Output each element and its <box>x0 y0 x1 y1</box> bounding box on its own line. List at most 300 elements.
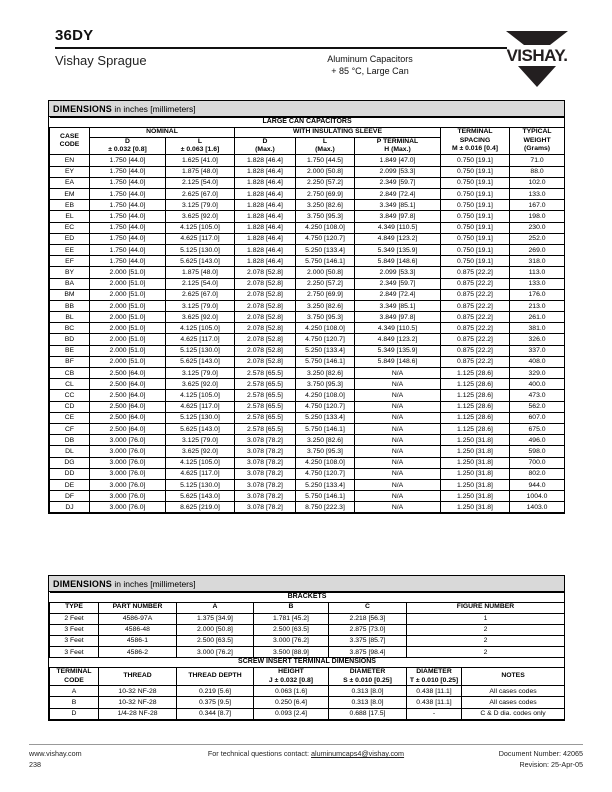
cell-sleeve-d: 2.078 [52.8] <box>235 334 296 345</box>
cell-terminal-spacing: 1.250 [31.8] <box>441 446 510 457</box>
cell-nominal-d: 1.750 [44.0] <box>90 222 166 233</box>
large-can-row <box>50 491 565 502</box>
cell-nominal-d: 2.000 [51.0] <box>90 278 166 289</box>
cell-nominal-d: 2.000 [51.0] <box>90 345 166 356</box>
cell-p-terminal: N/A <box>355 446 441 457</box>
cell-nominal-d: 2.500 [64.0] <box>90 379 166 390</box>
cell-p-terminal: 2.349 [59.7] <box>355 177 441 188</box>
cell-nominal-l: 5.625 [143.0] <box>166 423 235 434</box>
cell-sleeve-d: 1.828 [46.4] <box>235 155 296 166</box>
cell-nominal-l: 8.625 [219.0] <box>166 502 235 513</box>
cell-typical-weight: 261.0 <box>510 312 565 323</box>
brackets-row <box>50 647 565 658</box>
logo-wordmark: VISHAY. <box>506 46 568 65</box>
cell-nominal-l: 5.125 [130.0] <box>166 479 235 490</box>
cell-sleeve-d: 2.078 [52.8] <box>235 323 296 334</box>
cell-p-terminal: 2.349 [59.7] <box>355 278 441 289</box>
cell-nominal-d: 2.500 [64.0] <box>90 390 166 401</box>
cell-bracket-b: 1.781 [45.2] <box>254 613 329 624</box>
brackets-header-b: B <box>254 602 329 613</box>
cell-nominal-l: 5.625 [143.0] <box>166 256 235 267</box>
sleeve-l-line1: L <box>322 137 328 145</box>
cell-nominal-d: 1.750 [44.0] <box>90 166 166 177</box>
footer-document-number: Document Number: 42065 <box>498 749 583 758</box>
cell-terminal-spacing: 0.750 [19.1] <box>441 189 510 200</box>
cell-nominal-d: 2.000 [51.0] <box>90 312 166 323</box>
large-can-row <box>50 278 565 289</box>
cell-p-terminal: 4.849 [123.2] <box>355 233 441 244</box>
diameter-s-line2: S ± 0.010 [0.25] <box>343 676 392 684</box>
cell-case-code: CD <box>50 401 90 412</box>
cell-sleeve-l: 8.750 [222.3] <box>296 502 355 513</box>
cell-sleeve-l: 3.750 [95.3] <box>296 446 355 457</box>
cell-p-terminal: 5.849 [148.6] <box>355 256 441 267</box>
col-header-sleeve-d <box>235 137 296 155</box>
col-header-typical-weight <box>510 127 565 155</box>
sleeve-d-line2: (Max.) <box>255 145 275 153</box>
large-can-row <box>50 222 565 233</box>
screw-header-thread: THREAD <box>99 668 177 686</box>
dimensions-bar-1-units: in inches [millimeters] <box>112 103 196 114</box>
cell-nominal-l: 1.875 [48.0] <box>166 166 235 177</box>
screw-insert-table-body <box>50 686 565 720</box>
cell-typical-weight: 133.0 <box>510 278 565 289</box>
cell-sleeve-d: 2.078 [52.8] <box>235 300 296 311</box>
cell-terminal-spacing: 0.750 [19.1] <box>441 233 510 244</box>
height-line2: J ± 0.032 [0.8] <box>268 676 314 684</box>
cell-nominal-d: 3.000 [76.0] <box>90 502 166 513</box>
cell-terminal-spacing: 0.750 [19.1] <box>441 222 510 233</box>
cell-height: 0.093 [2.4] <box>254 708 329 719</box>
group-header-nominal: NOMINAL <box>90 127 235 137</box>
cell-case-code: CB <box>50 368 90 379</box>
large-can-row <box>50 401 565 412</box>
cell-nominal-l: 4.125 [105.0] <box>166 390 235 401</box>
cell-typical-weight: 562.0 <box>510 401 565 412</box>
screw-header-diameter-t <box>407 668 462 686</box>
large-can-row <box>50 368 565 379</box>
cell-nominal-l: 3.125 [79.0] <box>166 200 235 211</box>
footer-contact-prefix: For technical questions contact: <box>207 749 311 758</box>
cell-p-terminal: N/A <box>355 379 441 390</box>
cell-typical-weight: 700.0 <box>510 457 565 468</box>
cell-case-code: BD <box>50 334 90 345</box>
cell-sleeve-l: 5.250 [133.4] <box>296 412 355 423</box>
cell-sleeve-l: 3.250 [82.6] <box>296 435 355 446</box>
cell-terminal-spacing: 1.250 [31.8] <box>441 479 510 490</box>
col-header-case-code <box>50 127 90 155</box>
part-number-title: 36DY <box>55 27 94 44</box>
cell-case-code: DB <box>50 435 90 446</box>
cell-bracket-part-number: 4586-1 <box>99 635 177 646</box>
footer-right <box>433 749 583 771</box>
cell-typical-weight: 1004.0 <box>510 491 565 502</box>
cell-sleeve-d: 3.078 [78.2] <box>235 479 296 490</box>
cell-terminal-spacing: 1.125 [28.6] <box>441 412 510 423</box>
col-header-nominal-d <box>90 137 166 155</box>
terminal-code-line1: TERMINAL <box>56 668 92 676</box>
cell-nominal-l: 2.125 [54.0] <box>166 177 235 188</box>
cell-sleeve-l: 3.250 [82.6] <box>296 300 355 311</box>
cell-nominal-d: 1.750 [44.0] <box>90 177 166 188</box>
large-can-row <box>50 233 565 244</box>
large-can-row <box>50 267 565 278</box>
cell-case-code: BE <box>50 345 90 356</box>
col-header-terminal-spacing <box>441 127 510 155</box>
cell-sleeve-l: 5.250 [133.4] <box>296 479 355 490</box>
cell-bracket-a: 1.375 [34.9] <box>177 613 254 624</box>
cell-nominal-l: 3.125 [79.0] <box>166 300 235 311</box>
large-can-row <box>50 256 565 267</box>
cell-terminal-spacing: 1.125 [28.6] <box>441 423 510 434</box>
large-can-row <box>50 479 565 490</box>
brackets-header-type: TYPE <box>50 602 99 613</box>
cell-nominal-l: 3.625 [92.0] <box>166 211 235 222</box>
cell-sleeve-d: 2.078 [52.8] <box>235 278 296 289</box>
cell-sleeve-l: 4.750 [120.7] <box>296 334 355 345</box>
group-header-sleeve: WITH INSULATING SLEEVE <box>235 127 441 137</box>
cell-sleeve-l: 5.750 [146.1] <box>296 491 355 502</box>
cell-case-code: DD <box>50 468 90 479</box>
large-can-section-title: LARGE CAN CAPACITORS <box>50 117 565 127</box>
cell-typical-weight: 133.0 <box>510 189 565 200</box>
large-can-row <box>50 468 565 479</box>
cell-diameter-t: 0.438 [11.1] <box>407 686 462 697</box>
cell-sleeve-l: 4.750 [120.7] <box>296 233 355 244</box>
brackets-row <box>50 635 565 646</box>
cell-bracket-b: 3.000 [76.2] <box>254 635 329 646</box>
cell-p-terminal: 2.849 [72.4] <box>355 189 441 200</box>
cell-thread-depth: 0.375 [9.5] <box>177 697 254 708</box>
cell-terminal-spacing: 0.875 [22.2] <box>441 267 510 278</box>
cell-terminal-spacing: 0.875 [22.2] <box>441 300 510 311</box>
cell-p-terminal: N/A <box>355 401 441 412</box>
cell-sleeve-l: 3.750 [95.3] <box>296 379 355 390</box>
cell-terminal-spacing: 0.875 [22.2] <box>441 356 510 367</box>
cell-nominal-l: 5.625 [143.0] <box>166 491 235 502</box>
cell-case-code: BB <box>50 300 90 311</box>
cell-case-code: BC <box>50 323 90 334</box>
screw-header-notes: NOTES <box>462 668 565 686</box>
cell-terminal-spacing: 0.750 [19.1] <box>441 200 510 211</box>
vishay-logo-icon <box>493 30 581 88</box>
cell-nominal-l: 4.125 [105.0] <box>166 222 235 233</box>
cell-case-code: ED <box>50 233 90 244</box>
cell-bracket-part-number: 4586-2 <box>99 647 177 658</box>
cell-typical-weight: 1403.0 <box>510 502 565 513</box>
cell-p-terminal: N/A <box>355 457 441 468</box>
cell-bracket-part-number: 4586-97A <box>99 613 177 624</box>
large-can-row <box>50 166 565 177</box>
dimensions-table-large-can <box>48 100 565 514</box>
cell-terminal-spacing: 0.875 [22.2] <box>441 345 510 356</box>
cell-sleeve-d: 3.078 [78.2] <box>235 446 296 457</box>
brackets-header-figure-number: FIGURE NUMBER <box>407 602 565 613</box>
cell-p-terminal: N/A <box>355 412 441 423</box>
cell-typical-weight: 113.0 <box>510 267 565 278</box>
col-header-nominal-l <box>166 137 235 155</box>
cell-typical-weight: 71.0 <box>510 155 565 166</box>
cell-sleeve-d: 3.078 [78.2] <box>235 457 296 468</box>
large-can-row <box>50 289 565 300</box>
large-can-row <box>50 446 565 457</box>
cell-p-terminal: 2.099 [53.3] <box>355 166 441 177</box>
cell-nominal-d: 2.500 [64.0] <box>90 423 166 434</box>
cell-bracket-type: 2 Feet <box>50 613 99 624</box>
cell-sleeve-l: 4.250 [108.0] <box>296 323 355 334</box>
large-can-row <box>50 155 565 166</box>
cell-p-terminal: 4.349 [110.5] <box>355 323 441 334</box>
cell-nominal-l: 5.125 [130.0] <box>166 345 235 356</box>
cell-nominal-l: 4.625 [117.0] <box>166 233 235 244</box>
cell-typical-weight: 269.0 <box>510 244 565 255</box>
cell-nominal-d: 3.000 [76.0] <box>90 446 166 457</box>
cell-bracket-figure-number: 1 <box>407 613 565 624</box>
p-terminal-line2: H (Max.) <box>384 145 411 153</box>
cell-typical-weight: 408.0 <box>510 356 565 367</box>
subtitle-line-2: + 85 °C, Large Can <box>331 66 409 77</box>
cell-case-code: CF <box>50 423 90 434</box>
nominal-l-line2: ± 0.063 [1.6] <box>180 145 220 153</box>
screw-header-terminal-code <box>50 668 99 686</box>
large-can-row <box>50 211 565 222</box>
cell-thread-depth: 0.344 [8.7] <box>177 708 254 719</box>
cell-sleeve-d: 3.078 [78.2] <box>235 468 296 479</box>
col-header-p-terminal <box>355 137 441 155</box>
cell-p-terminal: 5.849 [148.6] <box>355 356 441 367</box>
cell-case-code: CC <box>50 390 90 401</box>
cell-diameter-s: 0.688 [17.5] <box>329 708 407 719</box>
large-can-row <box>50 502 565 513</box>
cell-notes: All cases codes <box>462 686 565 697</box>
cell-nominal-d: 2.000 [51.0] <box>90 300 166 311</box>
cell-nominal-l: 2.625 [67.0] <box>166 189 235 200</box>
cell-terminal-spacing: 0.750 [19.1] <box>441 177 510 188</box>
screw-header-thread-depth: THREAD DEPTH <box>177 668 254 686</box>
cell-p-terminal: 2.849 [72.4] <box>355 289 441 300</box>
spacing-line1: TERMINAL <box>457 128 493 136</box>
cell-p-terminal: 3.849 [97.8] <box>355 211 441 222</box>
height-line1: HEIGHT <box>278 668 304 676</box>
cell-notes: All cases codes <box>462 697 565 708</box>
cell-p-terminal: 4.849 [123.2] <box>355 334 441 345</box>
cell-sleeve-l: 5.750 [146.1] <box>296 356 355 367</box>
weight-line2: WEIGHT <box>523 136 551 144</box>
cell-bracket-a: 2.000 [50.8] <box>177 624 254 635</box>
cell-typical-weight: 176.0 <box>510 289 565 300</box>
dimensions-bar-2 <box>49 576 564 592</box>
cell-nominal-l: 4.625 [117.0] <box>166 401 235 412</box>
cell-sleeve-d: 2.578 [65.5] <box>235 390 296 401</box>
cell-terminal-code: A <box>50 686 99 697</box>
cell-thread: 10-32 NF-28 <box>99 697 177 708</box>
cell-diameter-s: 0.313 [8.0] <box>329 686 407 697</box>
cell-typical-weight: 473.0 <box>510 390 565 401</box>
cell-typical-weight: 318.0 <box>510 256 565 267</box>
cell-p-terminal: N/A <box>355 502 441 513</box>
cell-nominal-l: 3.125 [79.0] <box>166 435 235 446</box>
cell-typical-weight: 329.0 <box>510 368 565 379</box>
cell-sleeve-d: 1.828 [46.4] <box>235 233 296 244</box>
diameter-t-line2: T ± 0.010 [0.25] <box>409 676 459 684</box>
cell-typical-weight: 400.0 <box>510 379 565 390</box>
cell-terminal-code: B <box>50 697 99 708</box>
cell-bracket-c: 2.875 [73.0] <box>329 624 407 635</box>
cell-terminal-spacing: 1.125 [28.6] <box>441 401 510 412</box>
cell-sleeve-l: 2.750 [69.9] <box>296 289 355 300</box>
brand-name: Vishay Sprague <box>55 53 147 68</box>
cell-case-code: BA <box>50 278 90 289</box>
cell-sleeve-l: 4.250 [108.0] <box>296 457 355 468</box>
cell-nominal-l: 1.875 [48.0] <box>166 267 235 278</box>
dimensions-bar-1-title: DIMENSIONS <box>53 103 113 114</box>
footer-contact <box>179 749 433 771</box>
dimensions-bar-2-units: in inches [millimeters] <box>112 578 196 589</box>
cell-nominal-d: 1.750 [44.0] <box>90 211 166 222</box>
cell-nominal-l: 3.625 [92.0] <box>166 446 235 457</box>
cell-p-terminal: N/A <box>355 368 441 379</box>
cell-typical-weight: 102.0 <box>510 177 565 188</box>
cell-diameter-t: - <box>407 708 462 719</box>
large-can-row <box>50 457 565 468</box>
cell-diameter-t: 0.438 [11.1] <box>407 697 462 708</box>
cell-nominal-d: 3.000 [76.0] <box>90 457 166 468</box>
cell-nominal-l: 4.625 [117.0] <box>166 468 235 479</box>
cell-terminal-spacing: 1.250 [31.8] <box>441 435 510 446</box>
cell-terminal-spacing: 0.750 [19.1] <box>441 155 510 166</box>
cell-p-terminal: N/A <box>355 435 441 446</box>
diameter-s-line1: DIAMETER <box>349 668 386 676</box>
terminal-code-line2: CODE <box>64 676 84 684</box>
case-code-line1: CASE <box>60 132 79 140</box>
cell-thread: 1/4-28 NF-28 <box>99 708 177 719</box>
cell-typical-weight: 326.0 <box>510 334 565 345</box>
cell-nominal-d: 2.000 [51.0] <box>90 289 166 300</box>
cell-terminal-spacing: 1.250 [31.8] <box>441 491 510 502</box>
cell-sleeve-l: 3.250 [82.6] <box>296 200 355 211</box>
cell-p-terminal: 5.349 [135.9] <box>355 345 441 356</box>
cell-nominal-d: 1.750 [44.0] <box>90 256 166 267</box>
cell-p-terminal: 3.349 [85.1] <box>355 200 441 211</box>
cell-bracket-figure-number: 2 <box>407 647 565 658</box>
spacing-line3: M ± 0.016 [0.4] <box>451 145 499 153</box>
brackets-table-body <box>50 613 565 658</box>
cell-case-code: DE <box>50 479 90 490</box>
cell-case-code: CE <box>50 412 90 423</box>
cell-sleeve-d: 1.828 [46.4] <box>235 211 296 222</box>
cell-sleeve-d: 3.078 [78.2] <box>235 435 296 446</box>
screw-insert-row <box>50 686 565 697</box>
cell-p-terminal: 4.349 [110.5] <box>355 222 441 233</box>
large-can-row <box>50 412 565 423</box>
large-can-row <box>50 312 565 323</box>
footer-contact-email-link[interactable]: aluminumcaps4@vishay.com <box>311 749 405 758</box>
cell-case-code: EA <box>50 177 90 188</box>
weight-line1: TYPICAL <box>522 128 552 136</box>
cell-diameter-s: 0.313 [8.0] <box>329 697 407 708</box>
cell-terminal-spacing: 1.250 [31.8] <box>441 457 510 468</box>
cell-sleeve-d: 2.078 [52.8] <box>235 312 296 323</box>
cell-nominal-d: 2.000 [51.0] <box>90 356 166 367</box>
cell-typical-weight: 675.0 <box>510 423 565 434</box>
large-can-row <box>50 177 565 188</box>
cell-case-code: BM <box>50 289 90 300</box>
cell-nominal-d: 3.000 [76.0] <box>90 468 166 479</box>
cell-nominal-l: 3.125 [79.0] <box>166 368 235 379</box>
weight-line3: (Grams) <box>524 145 551 153</box>
large-can-row <box>50 189 565 200</box>
footer-revision: Revision: 25-Apr-05 <box>519 759 583 769</box>
cell-bracket-part-number: 4586-48 <box>99 624 177 635</box>
spacing-line2: SPACING <box>459 136 491 144</box>
cell-p-terminal: N/A <box>355 479 441 490</box>
cell-bracket-type: 3 Feet <box>50 635 99 646</box>
cell-bracket-figure-number: 2 <box>407 624 565 635</box>
cell-case-code: EE <box>50 244 90 255</box>
cell-nominal-d: 2.500 [64.0] <box>90 368 166 379</box>
cell-sleeve-d: 2.578 [65.5] <box>235 423 296 434</box>
cell-height: 0.250 [6.4] <box>254 697 329 708</box>
screw-insert-row <box>50 697 565 708</box>
cell-bracket-c: 3.375 [85.7] <box>329 635 407 646</box>
screw-insert-section-title: SCREW INSERT TERMINAL DIMENSIONS <box>50 658 565 668</box>
p-terminal-line1: P TERMINAL <box>376 137 419 145</box>
cell-sleeve-d: 2.078 [52.8] <box>235 345 296 356</box>
cell-sleeve-d: 1.828 [46.4] <box>235 166 296 177</box>
cell-nominal-d: 2.000 [51.0] <box>90 267 166 278</box>
screw-header-height <box>254 668 329 686</box>
cell-p-terminal: 3.349 [85.1] <box>355 300 441 311</box>
brackets-header-c: C <box>329 602 407 613</box>
cell-sleeve-d: 1.828 [46.4] <box>235 200 296 211</box>
cell-sleeve-l: 2.250 [57.2] <box>296 177 355 188</box>
footer-rule <box>29 744 583 745</box>
cell-sleeve-d: 3.078 [78.2] <box>235 502 296 513</box>
cell-typical-weight: 198.0 <box>510 211 565 222</box>
cell-sleeve-l: 2.000 [50.8] <box>296 166 355 177</box>
cell-p-terminal: N/A <box>355 390 441 401</box>
cell-nominal-d: 3.000 [76.0] <box>90 435 166 446</box>
nominal-l-line1: L <box>197 137 203 145</box>
large-can-row <box>50 379 565 390</box>
cell-sleeve-l: 4.750 [120.7] <box>296 468 355 479</box>
cell-sleeve-d: 2.578 [65.5] <box>235 379 296 390</box>
cell-typical-weight: 213.0 <box>510 300 565 311</box>
cell-p-terminal: 1.849 [47.0] <box>355 155 441 166</box>
cell-sleeve-l: 4.250 [108.0] <box>296 222 355 233</box>
cell-terminal-spacing: 1.250 [31.8] <box>441 502 510 513</box>
large-can-row <box>50 323 565 334</box>
cell-case-code: DL <box>50 446 90 457</box>
cell-sleeve-l: 2.250 [57.2] <box>296 278 355 289</box>
cell-bracket-b: 2.500 [63.5] <box>254 624 329 635</box>
large-can-table-body <box>50 155 565 513</box>
nominal-d-line2: ± 0.032 [0.8] <box>108 145 147 153</box>
brackets-header-part-number: PART NUMBER <box>99 602 177 613</box>
brackets-header-a: A <box>177 602 254 613</box>
cell-nominal-d: 1.750 [44.0] <box>90 200 166 211</box>
brackets-section-title: BRACKETS <box>50 592 565 602</box>
cell-terminal-spacing: 0.750 [19.1] <box>441 211 510 222</box>
cell-nominal-l: 2.625 [67.0] <box>166 289 235 300</box>
page-footer <box>29 749 583 771</box>
logo-top-triangle <box>506 31 568 45</box>
cell-nominal-d: 1.750 [44.0] <box>90 189 166 200</box>
sleeve-d-line1: D <box>262 137 268 145</box>
cell-case-code: EL <box>50 211 90 222</box>
cell-sleeve-l: 5.250 [133.4] <box>296 345 355 356</box>
cell-typical-weight: 337.0 <box>510 345 565 356</box>
